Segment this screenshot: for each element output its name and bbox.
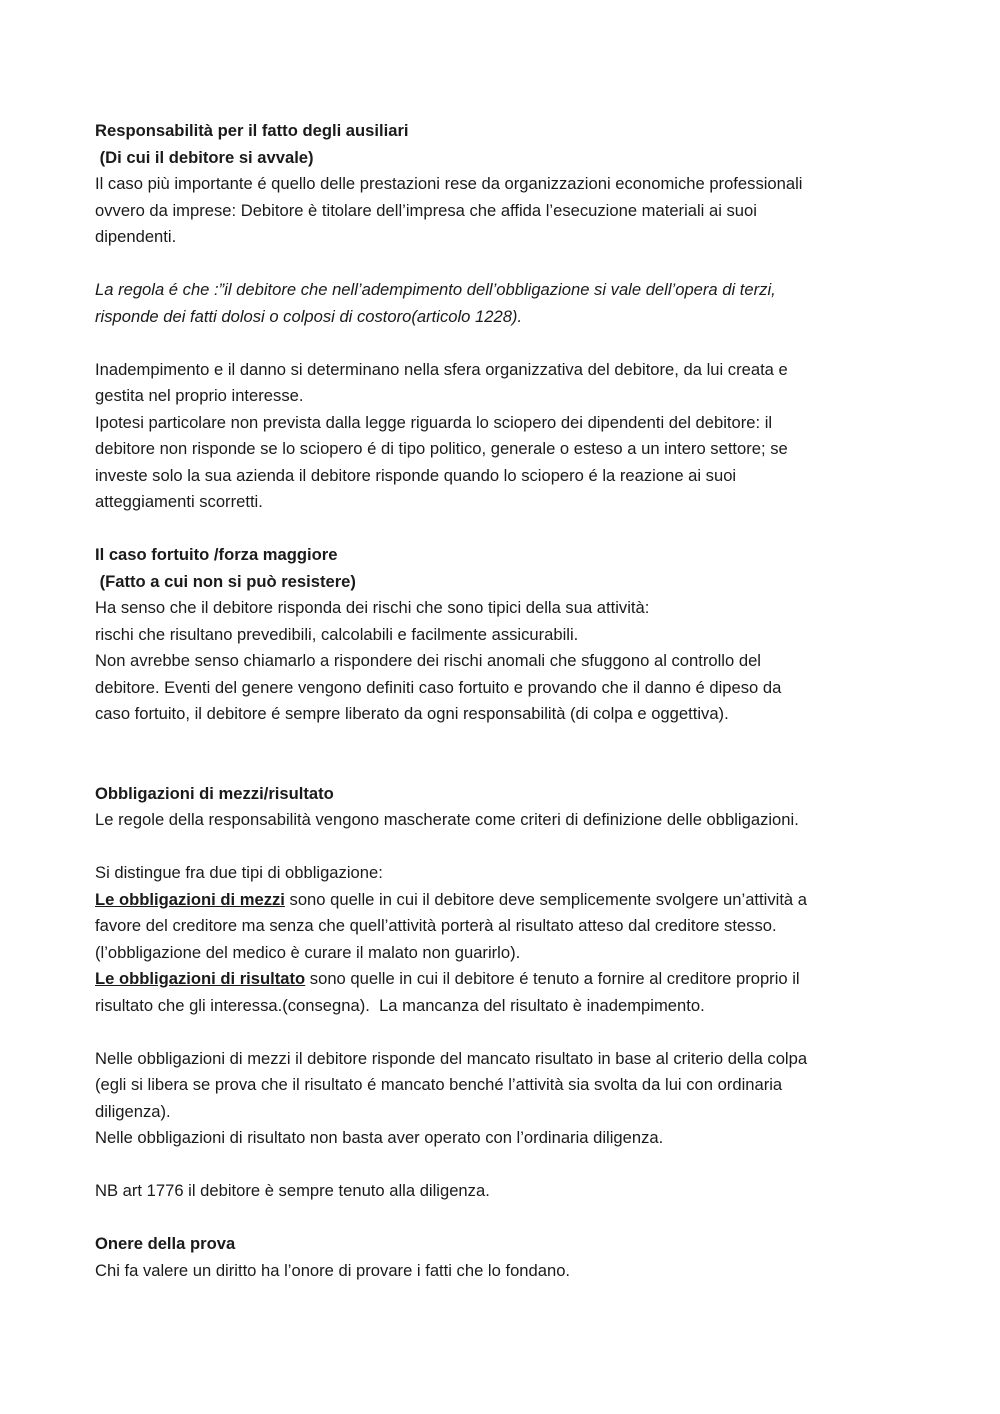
paragraph-line: Chi fa valere un diritto ha l’onore di provare i fatti che lo fondano. xyxy=(95,1260,571,1280)
risultato-definition-line xyxy=(95,966,915,993)
paragraph-line: Nelle obbligazioni di mezzi il debitore risponde del mancato risultato in base al criterio della colpa xyxy=(95,1048,808,1068)
risultato-term: Le obbligazioni di risultato xyxy=(95,969,306,988)
paragraph-line: gestita nel proprio interesse. xyxy=(95,386,304,405)
paragraph-line: Ha senso che il debitore risponda dei rischi che sono tipici della sua attività: xyxy=(95,598,650,617)
paragraph-line: Il caso più importante é quello delle prestazioni rese da organizzazioni economiche professionali xyxy=(95,174,803,193)
paragraph-line: Le regole della responsabilità vengono mascherate come criteri di definizione delle obbligazioni. xyxy=(95,810,799,829)
mezzi-rest: sono quelle in cui il debitore deve semplicemente svolgere un’attività a xyxy=(284,889,808,909)
paragraph-line: (l’obbligazione del medico è curare il malato non guarirlo). xyxy=(95,942,521,962)
mezzi-term: Le obbligazioni di mezzi xyxy=(95,889,285,909)
paragraph-line: diligenza). xyxy=(95,1101,171,1121)
quote-line: La regola é che :”il debitore che nell’adempimento dell’obbligazione si vale dell’opera di terzi, xyxy=(95,280,776,299)
document-page xyxy=(95,118,915,1284)
paragraph-line: Inadempimento e il danno si determinano nella sfera organizzativa del debitore, da lui creata e xyxy=(95,359,788,379)
paragraph-line: favore del creditore ma senza che quell’attività porterà al risultato atteso dal creditore stesso. xyxy=(95,916,777,935)
paragraph-line: ovvero da imprese: Debitore è titolare dell’impresa che affida l’esecuzione materiali ai suoi xyxy=(95,200,757,220)
section-title-obbligazioni: Obbligazioni di mezzi/risultato xyxy=(95,783,334,803)
paragraph-line: Non avrebbe senso chiamarlo a rispondere dei rischi anomali che sfuggono al controllo del xyxy=(95,651,761,670)
risultato-rest: sono quelle in cui il debitore é tenuto a fornire al creditore proprio il xyxy=(305,969,800,988)
paragraph-line: debitore. Eventi del genere vengono definiti caso fortuito e provando che il danno é dipeso da xyxy=(95,677,782,697)
paragraph-line: risultato che gli interessa.(consegna). La mancanza del risultato è inadempimento. xyxy=(95,995,705,1015)
nb-note: NB art 1776 il debitore è sempre tenuto alla diligenza. xyxy=(95,1181,490,1200)
quote-line: risponde dei fatti dolosi o colposi di costoro(articolo 1228). xyxy=(95,306,523,326)
section-title-caso-fortuito: Il caso fortuito /forza maggiore xyxy=(95,545,338,564)
paragraph-line: Si distingue fra due tipi di obbligazione: xyxy=(95,863,383,882)
paragraph-line: dipendenti. xyxy=(95,227,177,246)
mezzi-definition-line xyxy=(95,887,915,914)
paragraph-line: (egli si libera se prova che il risultato é mancato benché l’attività sia svolta da lui con ordinaria xyxy=(95,1075,783,1094)
section-title-onere-prova: Onere della prova xyxy=(95,1234,236,1253)
paragraph-line: Nelle obbligazioni di risultato non basta aver operato con l’ordinaria diligenza. xyxy=(95,1128,664,1147)
paragraph-line: rischi che risultano prevedibili, calcolabili e facilmente assicurabili. xyxy=(95,624,579,644)
section-title-ausiliari: Responsabilità per il fatto degli ausiliari xyxy=(95,121,409,140)
section-subtitle-caso-fortuito: (Fatto a cui non si può resistere) xyxy=(95,571,356,591)
paragraph-line: Ipotesi particolare non prevista dalla legge riguarda lo sciopero dei dipendenti del debitore: il xyxy=(95,412,773,432)
paragraph-line: investe solo la sua azienda il debitore risponde quando lo sciopero é la reazione ai suoi xyxy=(95,465,737,485)
section-subtitle-ausiliari: (Di cui il debitore si avvale) xyxy=(95,147,314,167)
paragraph-line: debitore non risponde se lo sciopero é di tipo politico, generale o esteso a un intero settore; se xyxy=(95,439,788,458)
paragraph-line: atteggiamenti scorretti. xyxy=(95,492,263,511)
paragraph-line: caso fortuito, il debitore é sempre liberato da ogni responsabilità (di colpa e oggettiva). xyxy=(95,704,729,723)
